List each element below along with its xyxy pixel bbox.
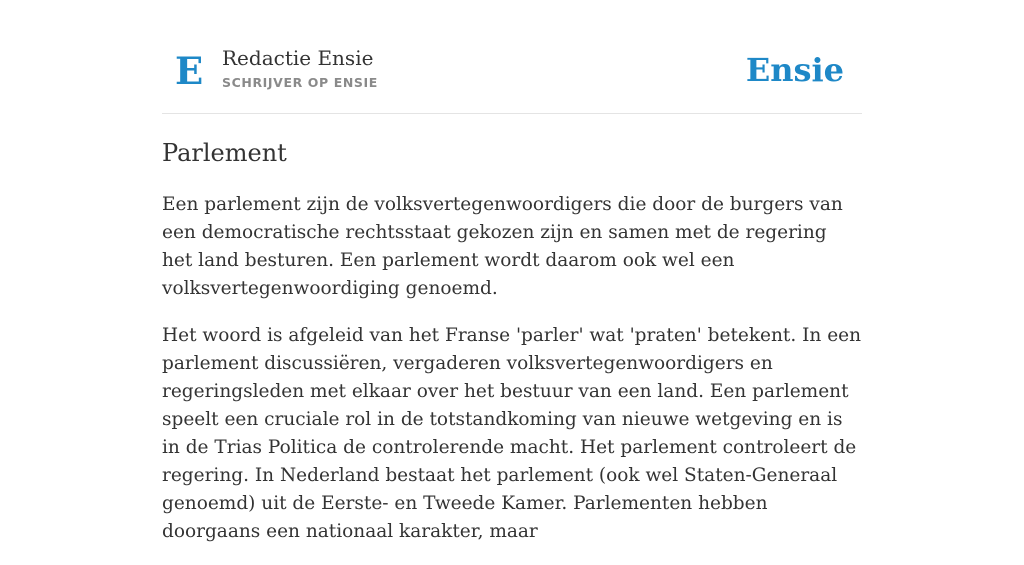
author-name[interactable]: Redactie Ensie xyxy=(222,46,374,70)
author-header xyxy=(162,40,862,114)
article-paragraph-2: Het woord is afgeleid van het Franse 'parler' wat 'praten' betekent. In een parlement discussiëren, vergaderen volksvertegenwoordigers en regeringsleden met elkaar over het bestuur van een land. Een parlement speelt een cruciale rol in de totstandkoming van nieuwe wetgeving en is in de Trias Politica de controlerende macht. Het parlement controleert de regering. In Nederland bestaat het parlement (ook wel Staten-Generaal genoemd) uit de Eerste- en Tweede Kamer. Parlementen hebben doorgaans een nationaal karakter, maar xyxy=(162,325,862,542)
brand-logo[interactable]: Ensie xyxy=(745,51,844,89)
author-avatar-logo[interactable]: E xyxy=(175,49,204,93)
article-title: Parlement xyxy=(162,139,287,167)
article-body xyxy=(162,136,862,565)
author-role: SCHRIJVER OP ENSIE xyxy=(222,75,378,90)
article-paragraph-1: Een parlement zijn de volksvertegenwoordigers die door de burgers van een democratische rechtsstaat gekozen zijn en samen met de regering het land besturen. Een parlement wordt daarom ook wel een volksvertegenwoordiging genoemd. xyxy=(162,194,843,299)
